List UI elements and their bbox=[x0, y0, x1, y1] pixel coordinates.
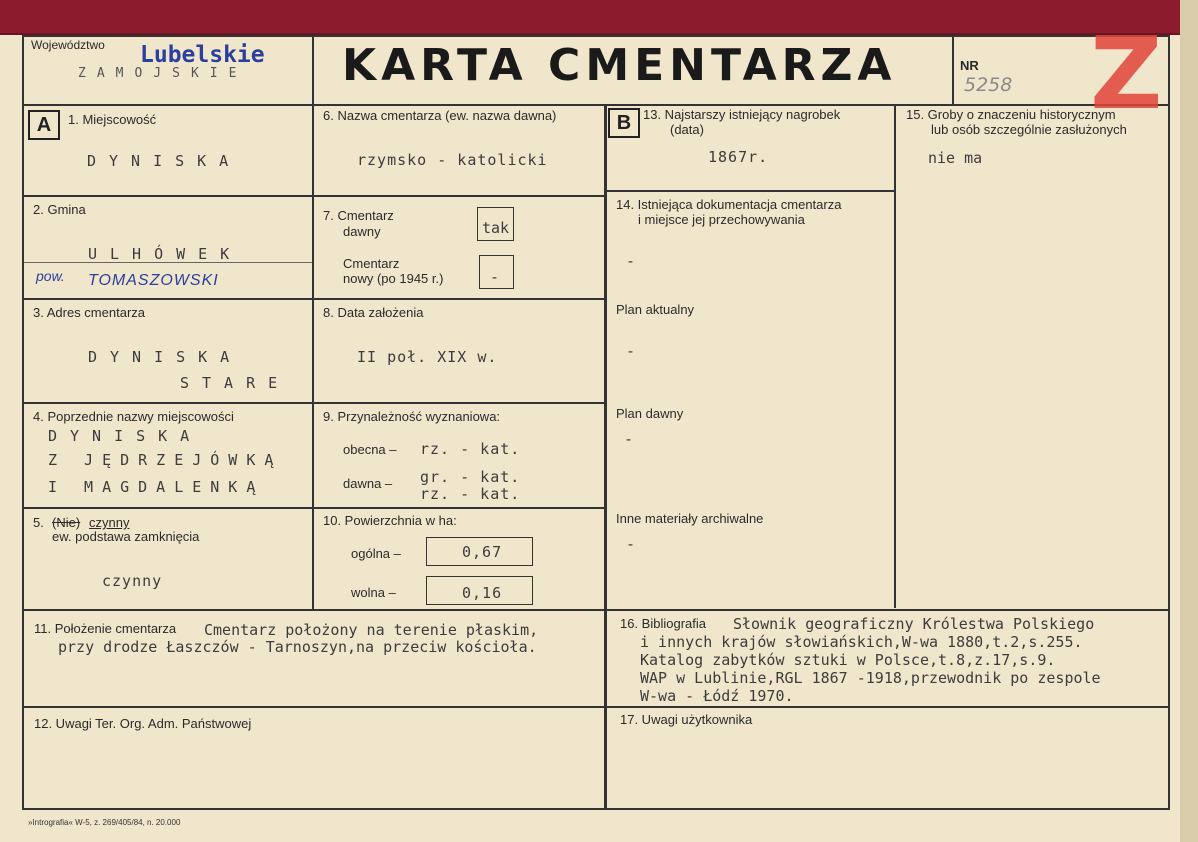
frame-top bbox=[22, 35, 1168, 37]
field-12-label: 12. Uwagi Ter. Org. Adm. Państwowej bbox=[34, 716, 252, 731]
field-14-label-1: 14. Istniejąca dokumentacja cmentarza bbox=[616, 197, 842, 212]
field-13-label-1: 13. Najstarszy istniejący nagrobek bbox=[643, 107, 841, 122]
row-line-4 bbox=[22, 507, 606, 509]
inne-materialy-label: Inne materiały archiwalne bbox=[616, 511, 764, 526]
bibliography-line-5: W-wa - Łódź 1970. bbox=[640, 687, 794, 705]
field-5-label-2: ew. podstawa zamknięcia bbox=[52, 529, 200, 544]
field-14-value: - bbox=[626, 252, 637, 270]
row-line-2 bbox=[22, 298, 606, 300]
field-3-label: 3. Adres cmentarza bbox=[33, 305, 145, 320]
field-10-wolna-label: wolna – bbox=[351, 585, 396, 600]
plan-dawny-label: Plan dawny bbox=[616, 406, 684, 421]
field-5-label-struck: (Nie) bbox=[52, 515, 81, 530]
field-6-value: rzymsko - katolicki bbox=[357, 151, 548, 169]
field-11-value-2: przy drodze Łaszczów - Tarnoszyn,na przeciw kościoła. bbox=[58, 638, 537, 656]
header-divider-2 bbox=[952, 35, 954, 105]
field-9-dawna-label: dawna – bbox=[343, 476, 393, 491]
field-5-num: 5. bbox=[33, 515, 44, 530]
field-11-value-1: Cmentarz położony na terenie płaskim, bbox=[204, 621, 539, 639]
field-17-label: 17. Uwagi użytkownika bbox=[620, 712, 753, 727]
field-9-obecna-value: rz. - kat. bbox=[420, 440, 521, 458]
field-2-label: 2. Gmina bbox=[33, 202, 86, 217]
section-a-box: A bbox=[28, 110, 60, 140]
row-line-6 bbox=[22, 706, 1168, 708]
field-7-nowy-value: - bbox=[490, 268, 501, 286]
print-info: »Intrografia« W-5, z. 269/405/84, n. 20.000 bbox=[28, 818, 181, 827]
row-line-b1 bbox=[606, 190, 894, 192]
field-15-label-2: lub osób szczególnie zasłużonych bbox=[931, 122, 1127, 137]
field-7-label: 7. Cmentarz bbox=[323, 208, 394, 223]
plan-aktualny-label: Plan aktualny bbox=[616, 302, 695, 317]
header-bottom bbox=[22, 104, 1168, 106]
field-1-value: DYNISKA bbox=[87, 152, 242, 170]
frame-right bbox=[1168, 35, 1170, 809]
bibliography-line-2: i innych krajów słowiańskich,W-wa 1880,t.2,s.255. bbox=[640, 633, 1083, 651]
plan-dawny-value: - bbox=[624, 430, 635, 448]
field-3-value-1: DYNISKA bbox=[88, 348, 243, 366]
row-line-1 bbox=[22, 195, 606, 197]
field-4-value-2: Z JĘDRZEJÓWKĄ bbox=[48, 451, 283, 469]
nr-label: NR bbox=[960, 58, 979, 73]
field-7-nowy-label-1: Cmentarz bbox=[343, 256, 400, 271]
field-9-dawna-value-1: gr. - kat. bbox=[420, 468, 521, 486]
field-14-label-2: i miejsce jej przechowywania bbox=[638, 212, 805, 227]
field-9-label: 9. Przynależność wyznaniowa: bbox=[323, 409, 501, 424]
field-7-dawny-label: dawny bbox=[343, 224, 381, 239]
field-9-dawna-value-2: rz. - kat. bbox=[420, 485, 521, 503]
field-5-label: czynny bbox=[89, 515, 130, 530]
field-7-dawny-value: tak bbox=[482, 219, 510, 237]
row-line-5 bbox=[22, 609, 1168, 611]
wojewodztwo-stamp: Lubelskie bbox=[140, 42, 265, 68]
field-9-obecna-label: obecna – bbox=[343, 442, 397, 457]
header-divider-1 bbox=[312, 35, 314, 105]
field-2-pow-value: TOMASZOWSKI bbox=[88, 272, 219, 289]
field-15-value: nie ma bbox=[928, 149, 983, 167]
col-divider-a bbox=[312, 104, 314, 610]
bibliography-line-4: WAP w Lublinie,RGL 1867 -1918,przewodnik po zespole bbox=[640, 669, 1101, 687]
wojewodztwo-old-value: ZAMOJSKIE bbox=[78, 66, 248, 81]
wojewodztwo-label: Województwo bbox=[31, 38, 105, 52]
field-13-label-2: (data) bbox=[670, 122, 704, 137]
field-10-ogolna-label: ogólna – bbox=[351, 546, 401, 561]
field-4-value-3: I MAGDALENKĄ bbox=[48, 478, 265, 496]
frame-bottom bbox=[22, 808, 1170, 810]
field-7-nowy-label-2: nowy (po 1945 r.) bbox=[343, 271, 444, 286]
field-2-pow-label: pow. bbox=[36, 268, 65, 284]
field-1-label: 1. Miejscowość bbox=[68, 112, 157, 127]
bibliography-line-1: Słownik geograficzny Królestwa Polskiego bbox=[733, 615, 1095, 633]
field-4-label: 4. Poprzednie nazwy miejscowości bbox=[33, 409, 234, 424]
row-line-3 bbox=[22, 402, 606, 404]
plan-aktualny-value: - bbox=[626, 342, 637, 360]
field-13-value: 1867r. bbox=[708, 148, 769, 166]
red-mark: Z bbox=[1090, 15, 1163, 132]
field-3-value-2: STARE bbox=[180, 374, 291, 392]
inne-materialy-value: - bbox=[626, 535, 637, 553]
field-11-label: 11. Położenie cmentarza bbox=[34, 621, 177, 636]
top-red-band bbox=[0, 0, 1180, 35]
field-6-label: 6. Nazwa cmentarza (ew. nazwa dawna) bbox=[323, 108, 557, 123]
field-10-wolna-value: 0,16 bbox=[462, 584, 503, 602]
field-16-label: 16. Bibliografia bbox=[620, 616, 706, 631]
field-8-value: II poł. XIX w. bbox=[357, 348, 498, 366]
paper-edge bbox=[1180, 0, 1198, 842]
field-5-value: czynny bbox=[102, 572, 163, 590]
field-15-label-1: 15. Groby o znaczeniu historycznym bbox=[906, 107, 1116, 122]
page-title: KARTA CMENTARZA bbox=[342, 40, 897, 91]
bibliography-line-3: Katalog zabytków sztuki w Polsce,t.8,z.17,s.9. bbox=[640, 651, 1056, 669]
field-10-ogolna-value: 0,67 bbox=[462, 543, 503, 561]
nr-value: 5258 bbox=[964, 74, 1013, 96]
field-10-label: 10. Powierzchnia w ha: bbox=[323, 513, 457, 528]
field-4-value-1: DYNISKA bbox=[48, 427, 203, 445]
section-b-box: B bbox=[608, 108, 640, 138]
field-2-value: ULHÓWEK bbox=[88, 245, 243, 263]
field-8-label: 8. Data założenia bbox=[323, 305, 424, 320]
frame-left bbox=[22, 35, 24, 809]
col-divider-b bbox=[894, 104, 896, 608]
col-divider-ab bbox=[604, 104, 607, 808]
